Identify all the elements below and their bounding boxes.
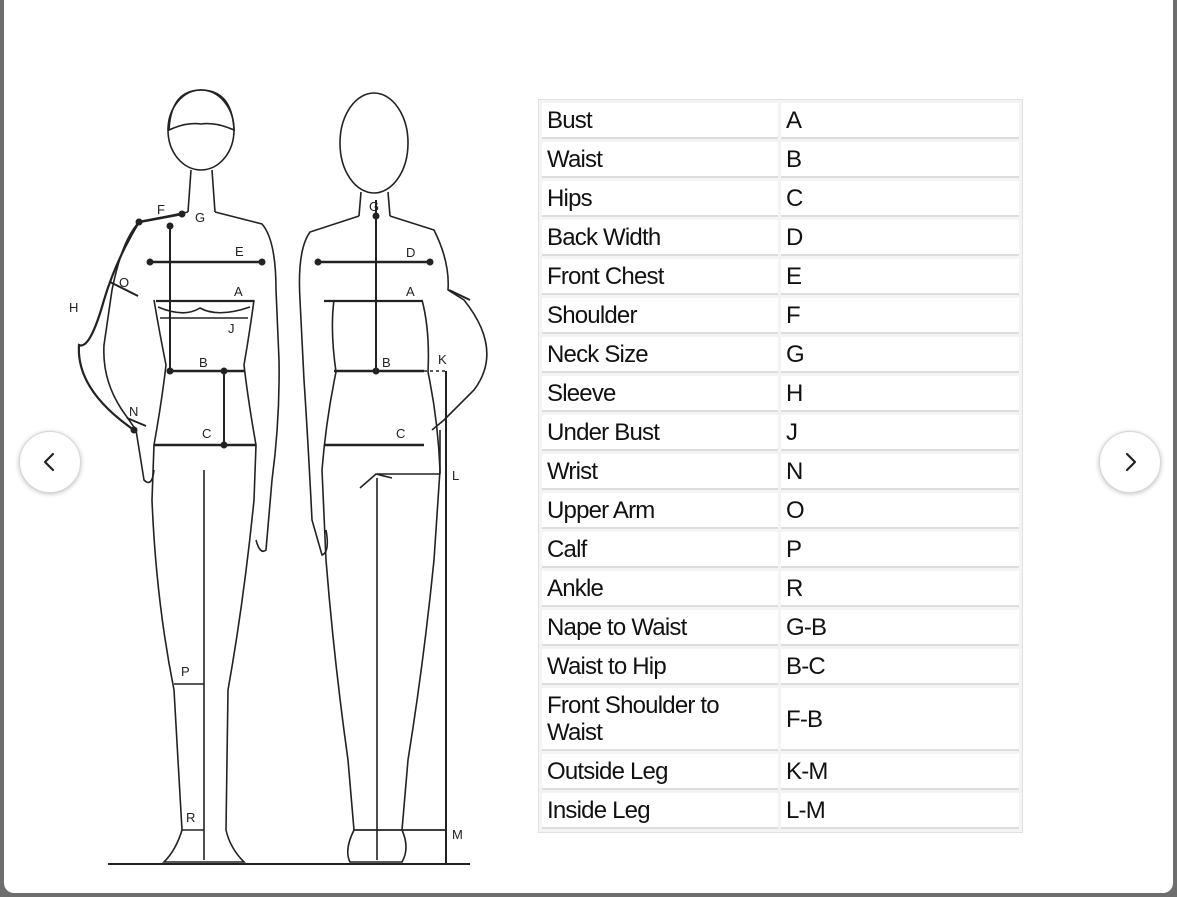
measurement-name: Waist to Hip <box>542 649 778 685</box>
back-label-k: K <box>438 352 447 367</box>
next-image-button[interactable] <box>1099 431 1161 493</box>
chevron-left-icon <box>39 451 61 473</box>
front-label-f: F <box>157 202 165 217</box>
front-label-b: B <box>199 355 208 370</box>
measurement-code: E <box>781 259 1019 295</box>
front-label-n: N <box>129 404 139 419</box>
measurement-code: A <box>781 103 1019 139</box>
measurement-name: Hips <box>542 181 778 217</box>
table-row <box>542 454 1019 490</box>
measurement-code: F-B <box>781 688 1019 751</box>
measurement-name: Front Shoulder to Waist <box>542 688 778 751</box>
measurement-code: F <box>781 298 1019 334</box>
table-row <box>542 610 1019 646</box>
measurement-code: C <box>781 181 1019 217</box>
measurement-code: D <box>781 220 1019 256</box>
image-viewer <box>4 0 1173 893</box>
measurement-code: P <box>781 532 1019 568</box>
measurement-name: Waist <box>542 142 778 178</box>
front-label-p: P <box>181 664 190 679</box>
table-row <box>542 793 1019 829</box>
table-row <box>542 259 1019 295</box>
measurement-name: Nape to Waist <box>542 610 778 646</box>
table-row <box>542 754 1019 790</box>
chevron-right-icon <box>1119 451 1141 473</box>
measurement-name: Shoulder <box>542 298 778 334</box>
front-figure <box>69 90 279 862</box>
table-row <box>542 103 1019 139</box>
measurement-name: Under Bust <box>542 415 778 451</box>
back-label-c: C <box>396 426 406 441</box>
table-row <box>542 493 1019 529</box>
front-label-o: O <box>119 275 130 290</box>
table-row <box>542 649 1019 685</box>
measurement-name: Neck Size <box>542 337 778 373</box>
measurement-code: J <box>781 415 1019 451</box>
back-label-a: A <box>406 284 415 299</box>
measurement-code: H <box>781 376 1019 412</box>
measurement-name: Outside Leg <box>542 754 778 790</box>
measurement-code: B-C <box>781 649 1019 685</box>
measurement-name: Bust <box>542 103 778 139</box>
measurement-code: L-M <box>781 793 1019 829</box>
measurement-name: Back Width <box>542 220 778 256</box>
table-row <box>542 337 1019 373</box>
measurement-code: R <box>781 571 1019 607</box>
table-row <box>542 532 1019 568</box>
back-label-g: G <box>369 199 380 214</box>
table-row <box>542 571 1019 607</box>
measurement-name: Inside Leg <box>542 793 778 829</box>
previous-image-button[interactable] <box>19 431 81 493</box>
measurement-figure <box>4 0 524 893</box>
measurement-code: O <box>781 493 1019 529</box>
table-row <box>542 415 1019 451</box>
front-label-g: G <box>195 210 206 225</box>
measurement-name: Calf <box>542 532 778 568</box>
table-row <box>542 181 1019 217</box>
back-label-b: B <box>382 355 391 370</box>
front-label-h: H <box>69 300 79 315</box>
measurement-name: Ankle <box>542 571 778 607</box>
measurement-table-body <box>542 103 1019 829</box>
measurement-name: Wrist <box>542 454 778 490</box>
measurement-table <box>538 99 1023 833</box>
table-row <box>542 298 1019 334</box>
measurement-code: B <box>781 142 1019 178</box>
front-label-c: C <box>202 426 212 441</box>
measurement-code: K-M <box>781 754 1019 790</box>
table-row <box>542 142 1019 178</box>
back-label-d: D <box>406 245 416 260</box>
measurement-name: Upper Arm <box>542 493 778 529</box>
measurement-code: G <box>781 337 1019 373</box>
table-row <box>542 688 1019 751</box>
measurement-name: Front Chest <box>542 259 778 295</box>
back-figure <box>299 93 486 864</box>
table-row <box>542 220 1019 256</box>
back-label-m: M <box>452 827 463 842</box>
front-label-e: E <box>235 244 244 259</box>
front-label-r: R <box>186 810 196 825</box>
front-label-a: A <box>234 284 243 299</box>
measurement-name: Sleeve <box>542 376 778 412</box>
back-label-l: L <box>452 468 460 483</box>
front-label-j: J <box>228 321 235 336</box>
measurement-code: N <box>781 454 1019 490</box>
measurement-code: G-B <box>781 610 1019 646</box>
table-row <box>542 376 1019 412</box>
